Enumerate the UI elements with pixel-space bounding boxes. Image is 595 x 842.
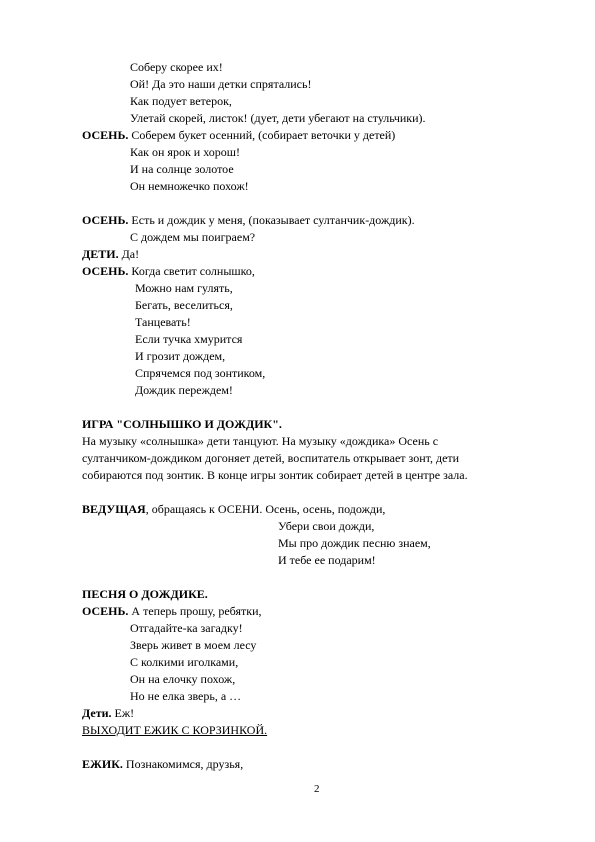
line-text: Он на елочку похож, <box>130 672 236 686</box>
text-line <box>278 519 374 533</box>
line-text: Если тучка хмурится <box>135 332 243 346</box>
text-line <box>135 366 265 380</box>
line-text: На музыку «солнышка» дети танцуют. На музыку «дождика» Осень с <box>82 434 439 448</box>
line-text: Отгадайте-ка загадку! <box>130 621 243 635</box>
line-text: С дождем мы поиграем? <box>130 230 256 244</box>
text-line <box>130 672 235 686</box>
text-line <box>82 264 255 278</box>
text-line <box>130 162 234 176</box>
speaker-label: ДЕТИ. <box>82 247 119 261</box>
text-line <box>82 502 385 516</box>
line-text: Как он ярок и хорош! <box>130 145 240 159</box>
line-text: Спрячемся под зонтиком, <box>135 366 266 380</box>
line-text: собираются под зонтик. В конце игры зонтик собирает детей в центре зала. <box>82 468 468 482</box>
line-text: ВЫХОДИТ ЕЖИК С КОРЗИНКОЙ. <box>82 723 268 737</box>
text-line <box>130 77 311 91</box>
text-line <box>135 298 233 312</box>
page-number: 2 <box>314 783 320 795</box>
line-text: Мы про дождик песню знаем, <box>278 536 431 550</box>
line-text: Зверь живет в моем лесу <box>130 638 257 652</box>
text-line <box>82 468 468 482</box>
line-text: И грозит дождем, <box>135 349 226 363</box>
line-text: С колкими иголками, <box>130 655 239 669</box>
text-line <box>130 638 256 652</box>
line-text: Танцевать! <box>135 315 191 329</box>
speaker-label: ЕЖИК. <box>82 757 123 771</box>
line-text: Еж! <box>111 706 135 720</box>
text-line <box>135 383 233 397</box>
line-text: Убери свои дожди, <box>278 519 375 533</box>
speaker-label: ПЕСНЯ О ДОЖДИКЕ. <box>82 587 208 601</box>
line-text: А теперь прошу, ребятки, <box>128 604 262 618</box>
text-line <box>135 349 225 363</box>
speaker-label: ОСЕНЬ. <box>82 264 129 278</box>
line-text: Дождик переждем! <box>135 383 233 397</box>
text-line <box>82 434 438 448</box>
text-line <box>135 315 191 329</box>
text-line <box>135 281 233 295</box>
speaker-label: ВЕДУЩАЯ <box>82 502 146 516</box>
text-line <box>82 706 134 720</box>
text-line <box>130 689 241 703</box>
speaker-label: ОСЕНЬ. <box>82 128 129 142</box>
text-line <box>82 587 208 601</box>
text-line <box>130 621 243 635</box>
speaker-label: Дети. <box>82 706 112 720</box>
line-text: Соберу скорее их! <box>130 60 223 74</box>
line-text: Он немножечко похож! <box>130 179 249 193</box>
text-line <box>130 655 238 669</box>
line-text: , обращаясь к ОСЕНИ. Осень, осень, подожди, <box>145 502 386 516</box>
text-line <box>130 111 426 125</box>
line-text: Есть и дождик у меня, (показывает султанчик-дождик). <box>128 213 415 227</box>
line-text: султанчиком-дождиком догоняет детей, воспитатель открывает зонт, дети <box>82 451 460 465</box>
speaker-label: ОСЕНЬ. <box>82 604 129 618</box>
line-text: Познакомимся, друзья, <box>122 757 244 771</box>
line-text: И тебе ее подарим! <box>278 553 376 567</box>
text-line <box>82 757 243 771</box>
text-line <box>278 536 431 550</box>
line-text: Да! <box>118 247 140 261</box>
line-text: Улетай скорей, листок! (дует, дети убегают на стульчики). <box>130 111 426 125</box>
text-line <box>278 553 376 567</box>
text-line <box>82 604 262 618</box>
line-text: Бегать, веселиться, <box>135 298 233 312</box>
line-text: Как подует ветерок, <box>130 94 232 108</box>
text-line <box>130 60 223 74</box>
text-line <box>130 94 232 108</box>
text-line <box>82 417 282 431</box>
text-line <box>130 230 255 244</box>
text-line <box>82 247 139 261</box>
text-line <box>82 451 459 465</box>
line-text: Когда светит солнышко, <box>128 264 255 278</box>
line-text: Соберем букет осенний, (собирает веточки у детей) <box>128 128 396 142</box>
line-text: Но не елка зверь, а … <box>130 689 242 703</box>
text-line <box>135 332 242 346</box>
line-text: И на солнце золотое <box>130 162 234 176</box>
speaker-label: ОСЕНЬ. <box>82 213 129 227</box>
text-line <box>82 723 267 737</box>
text-line <box>82 128 395 142</box>
text-line <box>82 213 415 227</box>
text-line <box>130 145 240 159</box>
line-text: Можно нам гулять, <box>135 281 233 295</box>
line-text: Ой! Да это наши детки спрятались! <box>130 77 312 91</box>
text-line <box>130 179 249 193</box>
speaker-label: ИГРА "СОЛНЫШКО И ДОЖДИК". <box>82 417 282 431</box>
